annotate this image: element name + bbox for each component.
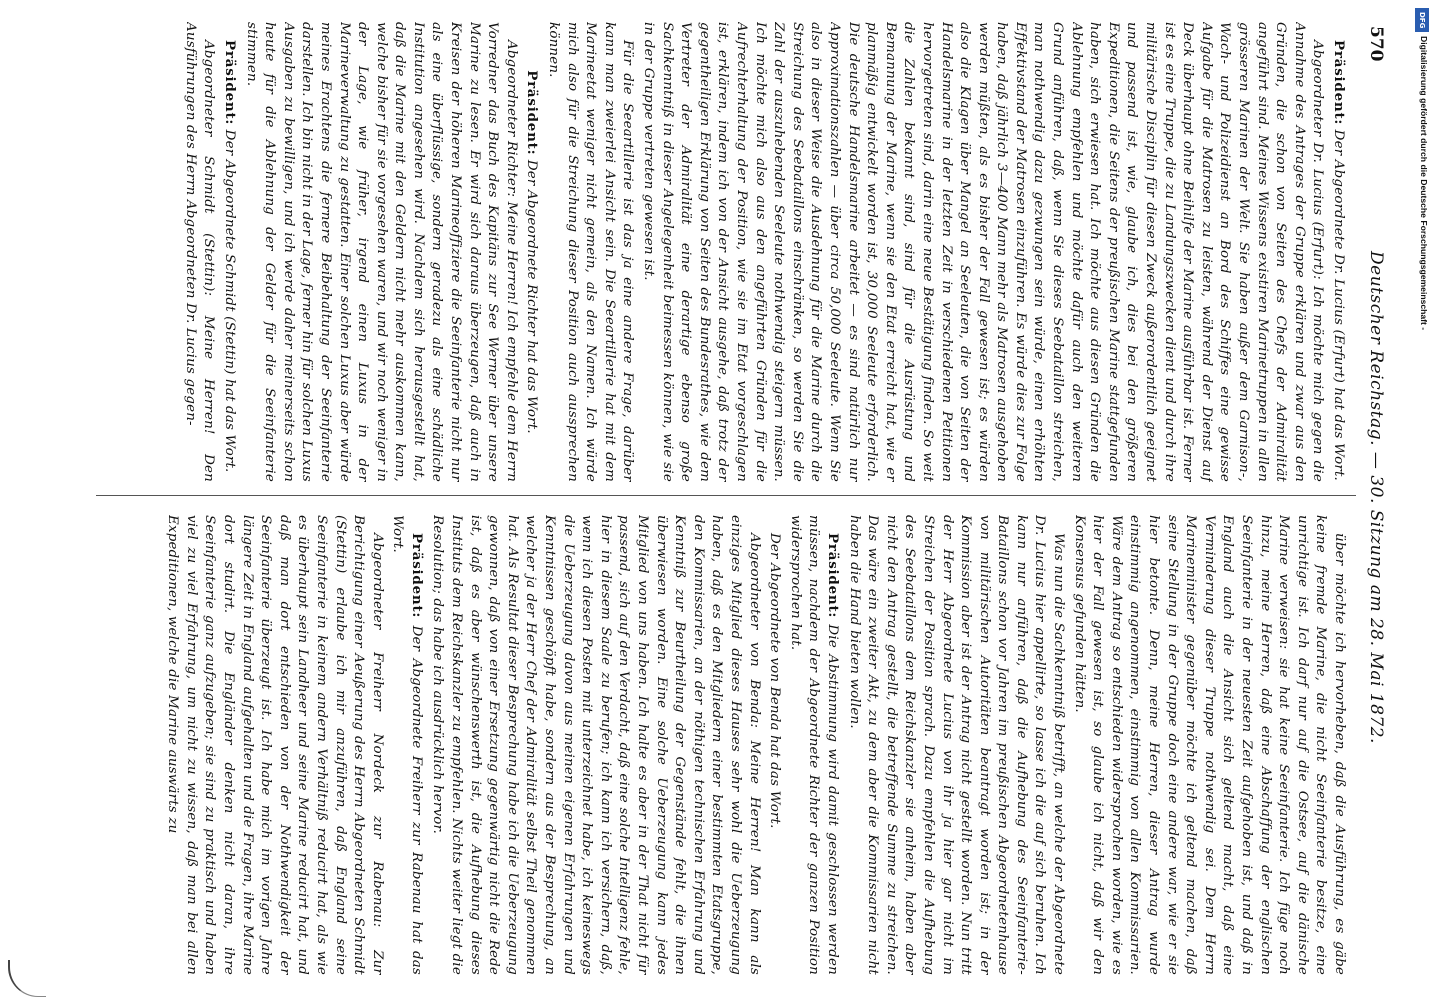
paragraph: [219, 22, 239, 482]
paragraph: [543, 22, 636, 482]
paragraph: [388, 515, 426, 975]
page-header: [1358, 20, 1392, 975]
speaker-label: Präsident:: [524, 70, 541, 156]
paragraph: [522, 22, 542, 482]
paragraph-text: Der Abgeordnete Freiherr zur Rabenau hat das Wort.: [390, 515, 424, 975]
speaker-label: Präsident:: [221, 40, 238, 126]
scanned-page: [80, 0, 1400, 1000]
column-divider: [96, 495, 1356, 496]
dfg-stamp: [1412, 8, 1430, 788]
paragraph-text: Was nun die Sachkenntniß betrifft, an welche der Abgeordnete Dr. Lucius hier appellirte, so lasse ich die auf sich beruhen. Ich kann nur anführen, daß die Aufhebung des Seeinfanterie-Bataillons schon vor Jahren im preußischen Abgeordnetenhause von militärischen Autoritäten beantragt worden ist; in der Kommission aber ist der Antrag nicht gestellt worden. Nun tritt der Herr Abgeordnete Lucius von ihr ja hier gar nicht im Streichen der Position sprach. Dazu empfehlen die Aufhebung des Seebataillons dem Reichskanzler sie anheim, haben aber nicht den Antrag gestellt, die betreffende Summe zu streichen. Das wäre ein zweiter Akt, zu dem aber die Kommissarien nicht haben die Hand bieten wollen.: [846, 515, 1067, 975]
paragraph-text: Der Abgeordnete von Benda hat das Wort.: [767, 533, 783, 829]
paragraph: [180, 22, 217, 482]
scan-edge-mark: [8, 960, 46, 997]
page-number: 570: [1366, 26, 1386, 62]
paragraph: [844, 515, 1067, 975]
paragraph-text: Abgeordneter Freiherr Nordeck zur Rabenau: Zur Berichtigung einer Aeußerung des Herrn Abgeordneten Schmidt (Stettin) erlaube ich mir anzuführen, daß England seine Seeinfanterie in keinem andern Verhältniß reducirt hat, als wie es überhaupt sein Landheer und seine Marine reducirt hat, und daß man dort entschieden von der Nothwendigkeit der Seeinfanterie überzeugt ist. Ich habe mich im vorigen Jahre längere Zeit in England aufgehalten und die Fragen, ihre Marine dort studirt. Die Engländer denken nicht daran, ihre Seeinfanterie ganz aufzugeben; sie sind zu praktisch und haben viel zu viel Erfahrung, um nicht zu wissen, daß man bei allen Expeditionen, welche die Marine auswärts zu: [165, 515, 385, 975]
left-column: [98, 22, 1348, 482]
paragraph-text: Der Abgeordnete Dr. Lucius (Erfurt) hat das Wort.: [1331, 129, 1346, 482]
paragraph: [638, 22, 1326, 482]
dfg-stamp-text: Digitalisierung gefördert durch die Deutsche Forschungsgemeinschaft -: [1419, 36, 1429, 331]
paragraph-text: Die Abstimmung wird damit geschlossen werden müssen, nachdem der Abgeordnete Richter der ganzen Position widersprochen hat.: [787, 515, 840, 975]
running-title: Deutscher Reichstag. — 30. Sitzung am 28. Mai 1872.: [1366, 251, 1386, 744]
speaker-label: Präsident:: [824, 533, 841, 619]
paragraph-text: Der Abgeordnete Richter hat das Wort.: [524, 159, 540, 434]
speaker-label: Präsident:: [1331, 40, 1347, 126]
paragraph-text: Abgeordneter Schmidt (Stettin): Meine Herren! Den Ausführungen des Herrn Abgeordneten Dr. Lucius gegen-: [182, 22, 217, 482]
paragraph: [765, 515, 784, 975]
speaker-label: Präsident:: [408, 533, 425, 619]
paragraph: [1069, 515, 1348, 975]
paragraph-text: Für die Seeartillerie ist das ja eine andere Frage, darüber kann man zweierlei Ansicht sein. Die Seeartillerie hat mit dem Marineetat weniger nicht gemein, als den Namen. Ich würde mich also für die Streichung dieser Position auch aussprechen können.: [546, 22, 636, 482]
dfg-logo: DFG: [1415, 8, 1429, 32]
paragraph: [1328, 22, 1348, 482]
paragraph-text: Der Abgeordnete Schmidt (Stettin) hat das Wort.: [221, 129, 237, 473]
paragraph-text: Abgeordneter Richter: Meine Herren! Ich empfehle dem Herrn Vorredner das Buch des Kapitäns zur See Werner über unsere Marine zu lesen. Er wird sich daraus überzeugen, daß auch in Kreisen der höheren Marineoffiziere die Seeinfanterie nicht nur als eine überflüssige, sondern geradezu als eine schädliche Institution angesehen wird. Nachdem sich herausgestellt hat, daß die Marine mit den Geldern nicht mehr auskommen kann, welche bisher für sie vorgesehen waren, und wir noch weniger in der Lage, wie früher, irgend einen Luxus in der Marineverwaltung zu gestatten. Einer solchen Luxus aber würde meines Erachtens die fernere Beibehaltung der Seeinfanterie darstellen. Ich bin nicht in der Lage, ferner hin für solchen Luxus Ausgaben zu bewilligen, und ich werde daher meinerseits schon heute für die Ablehnung der Gelder für die Seeinfanterie stimmen.: [243, 22, 519, 482]
paragraph: [785, 515, 842, 975]
paragraph-text: Abgeordneter Dr. Lucius (Erfurt): Ich möchte mich gegen die Annahme des Antrages der Gruppe erklären und zwar aus den Gründen, die schon von Seiten des Chefs der Admiralität angeführt sind. Meines Wissens existiren Marinetruppen in allen grösseren Marinen der Welt. Sie haben außer dem Garnison-, Wach- und Polizeidienst an Bord des Schiffes eine gewisse Aufgabe für die Matrosen zu leisten, während der Dienst auf Deck überhaupt ohne Beihilfe der Marine ausführbar ist. Ferner ist es eine Truppe, die zu Landungszwecken dient und durch ihre militärische Disciplin für diesen Zweck außerordentlich geeignet und passend ist, wie, glaube ich, dies bei den größeren Expeditionen, die Seitens der preußischen Marine stattgefunden haben, sich erwiesen hat. Ich möchte aus diesen Gründen die Ablehnung empfehlen und möchte dafür auch den weiteren Grund anführen, daß, wenn Sie dieses Seebataillon streichen, man nothwendig dazu gezwungen sein würde, einen erhöhten Effektivstand der Matrosen einzuführen. Es würde dies zur Folge haben, daß jährlich 3—400 Mann mehr als Matrosen ausgehoben werden müßten, als es bisher der Fall gewesen ist; es würden also die Klagen über Mangel an Seeleuten, die von Seiten der Handelsmarine in der letzten Zeit in verschiedenen Petitionen hervorgetreten sind, darin eine neue Bestätigung finden. So weit die Zahlen bekannt sind, sind für die Ausrüstung und Bemannung der Marine, wenn sie den Etat erreicht hat, wie er planmäßig entwickelt worden ist, 30,000 Seeleute erforderlich. Die deutsche Handelsmarine arbeitet — es sind natürlich nur Approximationszahlen — über circa 50,000 Seeleute. Wenn Sie also in dieser Weise die Ausdehnung für die Marine durch die Streichung des Seebataillons einschränken, so werden Sie die Zahl der auszuhebenden Seeleute nothwendig steigern müssen. Ich möchte mich also aus den angeführten Gründen für die Aufrechterhaltung der Position, wie sie im Etat vorgeschlagen ist, erklären, indem ich von der Ansicht ausgehe, daß trotz der gegentheiligen Erklärung von Seiten des Bundesrathes, wie dem Vertreter der Admiralität eine derartige ebenso große Sachkenntniß in dieser Angelegenheit beimessen können, wie sie in der Gruppe vertreten gewesen ist.: [641, 22, 1326, 482]
paragraph: [241, 22, 520, 482]
paragraph-text: über möchte ich hervorheben, daß die Ausführung, es gäbe keine fremde Marine, die nicht Seeinfanterie besitze, eine unrichtige ist. Ich darf nur auf die Ostsee, auf die dänische Marine verweisen: sie hat keine Seeinfanterie. Ich füge noch hinzu, meine Herren, daß eine Abschaffung der englischen Seeinfanterie in der neuesten Zeit aufgehoben ist, und daß in England auch die Ansicht sich geltend macht, daß eine Verminderung dieser Truppe nothwendig sei. Dem Herrn Marineminister gegenüber möchte ich geltend machen, daß seine Stellung in der Gruppe doch eine andere war, wie er sie hier betonte. Denn, meine Herren, dieser Antrag wurde einstimmig angenommen, einstimmig von allen Kommissarien. Wäre dem Antrag so entschieden widersprochen worden, wie es hier der Fall gewesen ist, so glaube ich nicht, daß wir den Konsensus gefunden hätten.: [1071, 515, 1347, 975]
paragraph-text: Abgeordneter von Benda: Meine Herren! Man kann als einziges Mitglied dieses Hauses sehr wohl die Ueberzeugung haben, daß es den Mitgliedern einer bestimmten Etatsgruppe, den Kommissarien, an der nöthigen technischen Erfahrung und Kenntniß zur Beurtheilung der Gegenstände fehlt, die ihnen überwiesen worden. Eine solche Ueberzeugung kann jedes Mitglied von uns haben. Ich halte es aber in der That nicht für passend, sich auf den Verdacht, daß eine solche Intelligenz fehle, hier in diesem Saale zu berufen; ich kann ich versichern, daß, wenn ich diesen Posten mit unterzeichnet habe, ich keineswegs die Ueberzeugung davon aus meinen eigenen Erfahrungen und Kenntnissen geschöpft habe, sondern aus der Besprechung, an welcher ja der Herr Chef der Admiralität selbst Theil genommen hat. Als Resultat dieser Besprechung habe ich die Ueberzeugung gewonnen, daß von einer Ersetzung gegenwärtig nicht die Rede ist, daß es aber wünschenswerth ist, die Aufhebung dieses Instituts dem Reichskanzler zu empfehlen. Nichts weiter liegt die Resolution; das habe ich ausdrücklich hervor.: [430, 515, 762, 975]
right-column: [98, 515, 1348, 975]
paragraph: [163, 515, 386, 975]
paragraph: [428, 515, 763, 975]
